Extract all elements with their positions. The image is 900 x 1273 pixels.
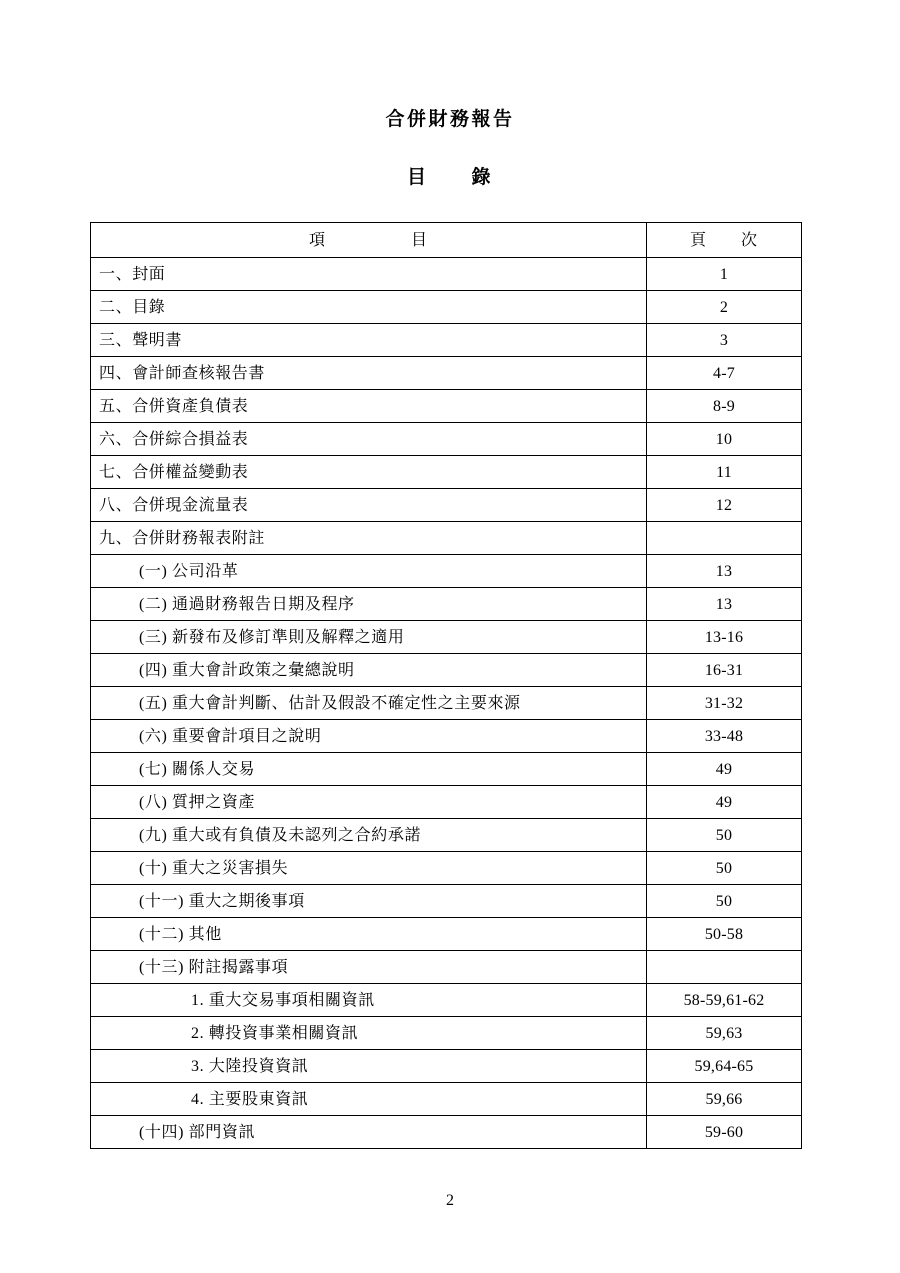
toc-row[interactable]	[91, 819, 802, 852]
toc-entry-page	[647, 258, 802, 291]
toc-entry-page	[647, 588, 802, 621]
toc-entry-title	[91, 456, 647, 489]
toc-entry-title-text: (一) 公司沿革	[139, 562, 239, 580]
toc-entry-page	[647, 984, 802, 1017]
toc-entry-title	[91, 357, 647, 390]
toc-entry-title	[91, 852, 647, 885]
toc-entry-page-text: 10	[715, 430, 733, 448]
toc-entry-page	[647, 687, 802, 720]
toc-entry-page	[647, 918, 802, 951]
toc-entry-title-text: (二) 通過財務報告日期及程序	[139, 595, 355, 613]
toc-entry-title	[91, 1050, 647, 1083]
toc-entry-title	[91, 984, 647, 1017]
toc-entry-page	[647, 786, 802, 819]
toc-row[interactable]	[91, 258, 802, 291]
toc-entry-page-text: 58-59,61-62	[683, 991, 765, 1009]
toc-row[interactable]	[91, 588, 802, 621]
toc-row[interactable]	[91, 951, 802, 984]
toc-entry-page	[647, 1116, 802, 1149]
toc-row[interactable]	[91, 852, 802, 885]
toc-entry-page	[647, 885, 802, 918]
toc-row[interactable]	[91, 1116, 802, 1149]
toc-row[interactable]	[91, 786, 802, 819]
toc-table-header	[91, 223, 802, 258]
toc-entry-title-text: 一、封面	[99, 265, 166, 283]
toc-entry-title-text: (三) 新發布及修訂準則及解釋之適用	[139, 628, 405, 646]
toc-entry-page-text: 59,66	[705, 1090, 743, 1108]
toc-entry-page-text: 50	[715, 826, 733, 844]
toc-entry-page-text: 59-60	[704, 1123, 744, 1141]
table-of-contents	[90, 222, 801, 1149]
toc-entry-title-text: 八、合併現金流量表	[99, 496, 249, 514]
toc-entry-title	[91, 423, 647, 456]
toc-entry-page-text: 4-7	[713, 364, 735, 382]
toc-entry-title-text: 三、聲明書	[99, 331, 183, 349]
toc-entry-title-text: 四、會計師查核報告書	[99, 364, 266, 382]
toc-entry-page-text: 13	[715, 562, 733, 580]
toc-entry-page-text: 16-31	[704, 661, 744, 679]
toc-entry-title-text: 九、合併財務報表附註	[99, 529, 266, 547]
toc-entry-title	[91, 390, 647, 423]
toc-entry-page	[647, 489, 802, 522]
column-header-item-label: 項 目	[308, 231, 428, 249]
toc-row[interactable]	[91, 456, 802, 489]
toc-entry-title	[91, 786, 647, 819]
column-header-page-label: 頁 次	[689, 231, 758, 249]
toc-entry-title-text: (六) 重要會計項目之說明	[139, 727, 322, 745]
toc-row[interactable]	[91, 1083, 802, 1116]
toc-entry-page	[647, 324, 802, 357]
toc-entry-page	[647, 753, 802, 786]
toc-entry-page-text: 50	[715, 892, 733, 910]
toc-entry-title-text: 五、合併資產負債表	[99, 397, 249, 415]
toc-entry-page	[647, 357, 802, 390]
toc-entry-title-text: (十二) 其他	[139, 925, 222, 943]
toc-entry-page-text: 13	[715, 595, 733, 613]
toc-entry-page	[647, 720, 802, 753]
toc-entry-title-text: (九) 重大或有負債及未認列之合約承諾	[139, 826, 422, 844]
toc-entry-title	[91, 687, 647, 720]
toc-entry-title	[91, 489, 647, 522]
toc-row[interactable]	[91, 522, 802, 555]
toc-entry-title	[91, 918, 647, 951]
toc-row[interactable]	[91, 423, 802, 456]
toc-entry-title	[91, 291, 647, 324]
toc-row[interactable]	[91, 918, 802, 951]
toc-entry-title	[91, 621, 647, 654]
column-header-item	[91, 223, 647, 258]
toc-entry-title-text: (五) 重大會計判斷、估計及假設不確定性之主要來源	[139, 694, 521, 712]
toc-entry-page-text: 50	[715, 859, 733, 877]
toc-entry-page	[647, 390, 802, 423]
toc-row[interactable]	[91, 357, 802, 390]
toc-entry-page-text: 3	[719, 331, 729, 349]
toc-entry-page-text: 49	[715, 760, 733, 778]
toc-entry-page-text: 59,63	[705, 1024, 743, 1042]
toc-entry-page-text: 50-58	[704, 925, 744, 943]
toc-row[interactable]	[91, 753, 802, 786]
toc-entry-page	[647, 423, 802, 456]
toc-row[interactable]	[91, 291, 802, 324]
toc-entry-title	[91, 1083, 647, 1116]
toc-row[interactable]	[91, 984, 802, 1017]
toc-entry-page-text: 2	[719, 298, 729, 316]
document-title: 合併財務報告	[385, 109, 515, 130]
page-number: 2	[446, 1192, 454, 1209]
toc-entry-page	[647, 555, 802, 588]
toc-entry-title-text: 二、目錄	[99, 298, 166, 316]
toc-entry-title	[91, 555, 647, 588]
toc-entry-page	[647, 291, 802, 324]
toc-row[interactable]	[91, 687, 802, 720]
toc-entry-title	[91, 654, 647, 687]
toc-row[interactable]	[91, 390, 802, 423]
toc-row[interactable]	[91, 555, 802, 588]
toc-entry-title-text: (十四) 部門資訊	[139, 1123, 256, 1141]
toc-entry-title	[91, 819, 647, 852]
toc-entry-title-text: (四) 重大會計政策之彙總說明	[139, 661, 355, 679]
toc-entry-page	[647, 654, 802, 687]
toc-entry-title	[91, 1116, 647, 1149]
toc-entry-title-text: (十一) 重大之期後事項	[139, 892, 305, 910]
toc-entry-title-text: 六、合併綜合損益表	[99, 430, 249, 448]
toc-entry-page	[647, 1050, 802, 1083]
toc-entry-page-text: 59,64-65	[694, 1057, 754, 1075]
toc-entry-page-text: 11	[716, 463, 732, 481]
toc-entry-page	[647, 852, 802, 885]
toc-entry-page-text: 13-16	[704, 628, 744, 646]
toc-entry-title	[91, 720, 647, 753]
toc-entry-page	[647, 819, 802, 852]
toc-entry-title	[91, 258, 647, 291]
toc-entry-title	[91, 951, 647, 984]
toc-row[interactable]	[91, 621, 802, 654]
toc-entry-title-text: 3. 大陸投資資訊	[191, 1057, 309, 1075]
toc-row[interactable]	[91, 1017, 802, 1050]
toc-entry-title-text: (七) 關係人交易	[139, 760, 256, 778]
table-header-row	[91, 223, 802, 258]
toc-entry-title	[91, 324, 647, 357]
toc-entry-title-text: (十) 重大之災害損失	[139, 859, 289, 877]
toc-row[interactable]	[91, 720, 802, 753]
toc-table	[90, 222, 802, 1149]
toc-entry-page-text: 49	[715, 793, 733, 811]
toc-row[interactable]	[91, 324, 802, 357]
toc-entry-page-text: 12	[715, 496, 733, 514]
table-of-contents-heading: 目 錄	[406, 167, 493, 188]
toc-entry-title-text: 2. 轉投資事業相關資訊	[191, 1024, 359, 1042]
toc-entry-title-text: 1. 重大交易事項相關資訊	[191, 991, 375, 1009]
toc-entry-page-text: 1	[719, 265, 729, 283]
toc-entry-title-text: 七、合併權益變動表	[99, 463, 249, 481]
toc-entry-page	[647, 456, 802, 489]
toc-entry-title	[91, 753, 647, 786]
toc-entry-title-text: (十三) 附註揭露事項	[139, 958, 289, 976]
toc-row[interactable]	[91, 654, 802, 687]
column-header-page	[647, 223, 802, 258]
toc-row[interactable]	[91, 489, 802, 522]
toc-entry-title	[91, 588, 647, 621]
toc-entry-page	[647, 951, 802, 984]
toc-entry-page	[647, 522, 802, 555]
toc-entry-title-text: (八) 質押之資產	[139, 793, 256, 811]
toc-entry-page-text: 8-9	[713, 397, 735, 415]
toc-entry-page-text: 31-32	[704, 694, 744, 712]
toc-entry-page	[647, 1017, 802, 1050]
toc-entry-title	[91, 1017, 647, 1050]
toc-entry-title-text: 4. 主要股東資訊	[191, 1090, 309, 1108]
toc-row[interactable]	[91, 885, 802, 918]
toc-entry-page	[647, 1083, 802, 1116]
toc-entry-title	[91, 885, 647, 918]
toc-table-body	[91, 258, 802, 1149]
toc-entry-page	[647, 621, 802, 654]
toc-entry-page-text: 33-48	[704, 727, 744, 745]
toc-entry-title	[91, 522, 647, 555]
toc-row[interactable]	[91, 1050, 802, 1083]
